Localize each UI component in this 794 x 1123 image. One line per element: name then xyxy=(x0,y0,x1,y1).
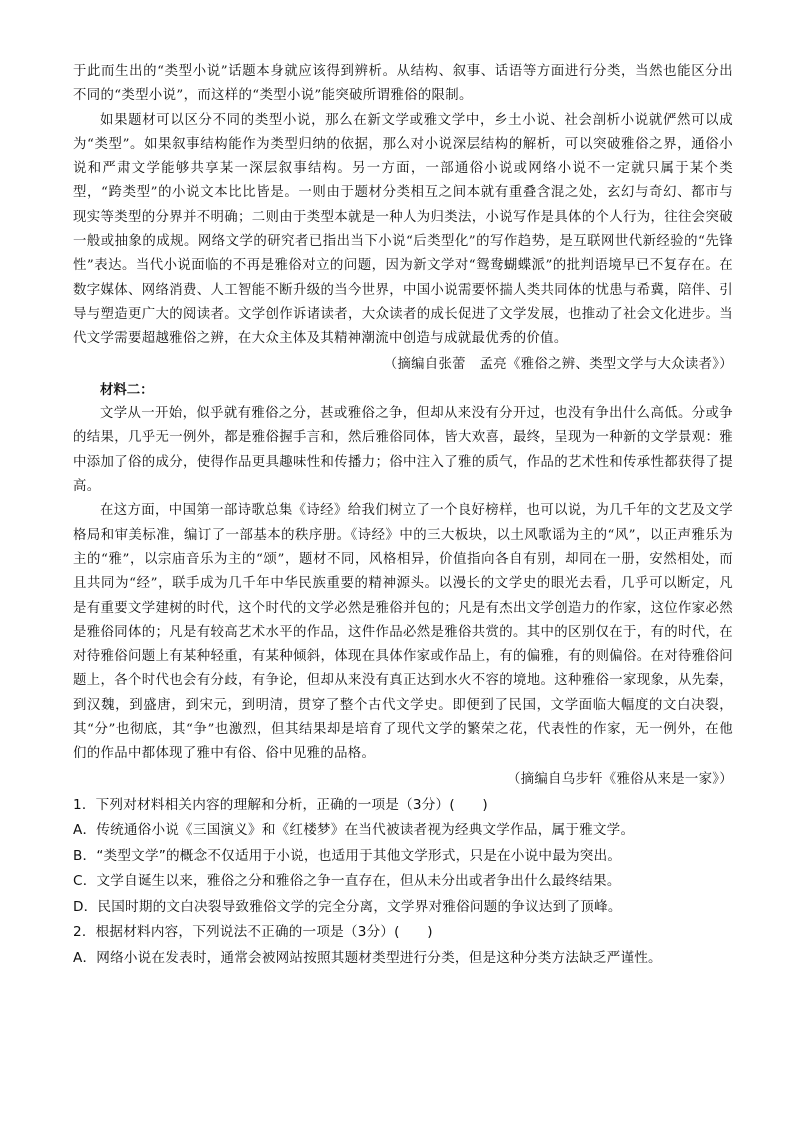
question-option[interactable]: B．“类型文学”的概念不仅适用于小说，也适用于其他文学形式，只是在小说中最为突出。 xyxy=(73,847,622,864)
question-option[interactable]: A．网络小说在发表时，通常会被网站按照其题材类型进行分类，但是这种分类方法缺乏严谨性。 xyxy=(73,949,662,966)
material-two-paragraph: 在这方面，中国第一部诗歌总集《诗经》给我们树立了一个良好榜样，也可以说，为几千年的文艺及文学格局和审美标准，编订了一部基本的秩序册。《诗经》中的三大板块，以土风歌谣为主的“风”，以正声雅乐为主的“雅”，以宗庙音乐为主的“颂”，题材不同，风格相异，价值指向各自有别，却同在一册，安然相处，而且共同为“经”，联手成为几千年中华民族重要的精神源头。以漫长的文学史的眼光去看，几乎可以断定，凡是有重要文学建树的时代，这个时代的文学必然是雅俗并包的；凡是有杰出文学创造力的作家，这位作家必然是雅俗同体的；凡是有较高艺术水平的作品，这件作品必然是雅俗共赏的。其中的区别仅在于，有的时代，在对待雅俗问题上有某种轻重，有某种倾斜，体现在具体作家或作品上，有的偏雅，有的则偏俗。在对待雅俗问题上，各个时代也会有分歧，有争论，但却从来没有真正达到水火不容的境地。这种雅俗一家现象，从先秦，到汉魏，到盛唐，到宋元，到明清，贯穿了整个古代文学史。即便到了民国，文学面临大幅度的文白决裂，其“分”也彻底，其“争”也激烈，但其结果却是培育了现代文学的繁荣之花，代表性的作家，无一例外，在他们的作品中都体现了雅中有俗、俗中见雅的品格。 xyxy=(73,503,733,762)
material-one-source: （摘编自张蕾 孟亮《雅俗之辨、类型文学与大众读者》） xyxy=(383,356,733,372)
material-two-paragraph: 文学从一开始，似乎就有雅俗之分，甚或雅俗之争，但却从来没有分开过，也没有争出什么高低。分或争的结果，几乎无一例外，都是雅俗握手言和，然后雅俗同体，皆大欢喜，最终，呈现为一种新的文学景观：雅中添加了俗的成分，使得作品更具趣味性和传播力；俗中注入了雅的质气，作品的艺术性和传承性都获得了提高。 xyxy=(73,406,733,495)
material-one-paragraph: 如果题材可以区分不同的类型小说，那么在新文学或雅文学中，乡土小说、社会剖析小说就俨然可以成为“类型”。如果叙事结构能作为类型归纳的依据，那么对小说深层结构的解析，可以突破雅俗之界，通俗小说和严肃文学能够共享某一深层叙事结构。另一方面，一部通俗小说或网络小说不一定就只属于某个类型，“跨类型”的小说文本比比皆是。一则由于题材分类相互之间本就有重叠含混之处，玄幻与奇幻、都市与现实等类型的分界并不明确；二则由于类型本就是一种人为归类法，小说写作是具体的个人行为，往往会突破一般或抽象的成规。网络文学的研究者已指出当下小说“后类型化”的写作趋势，是互联网世代新经验的“先锋性”表达。当代小说面临的不再是雅俗对立的问题，因为新文学对“鸳鸯蝴蝶派”的批判语境早已不复存在。在数字媒体、网络消费、人工智能不断升级的当今世界，中国小说需要怀揣人类共同体的忧患与希冀，陪伴、引导与塑造更广大的阅读者。文学创作诉诸读者，大众读者的成长促进了文学发展，也推动了社会文化进步。当代文学需要超越雅俗之辨，在大众主体及其精神潮流中创造与成就最优秀的价值。 xyxy=(73,112,733,347)
question-stem: 1．下列对材料相关内容的理解和分析，正确的一项是（3分）( ) xyxy=(73,796,488,813)
reading-passage xyxy=(73,60,733,971)
question-option[interactable]: A．传统通俗小说《三国演义》和《红楼梦》在当代被读者视为经典文学作品，属于雅文学。 xyxy=(73,822,635,839)
material-two-heading: 材料二： xyxy=(100,381,154,398)
material-two-source: （摘编自乌步轩《雅俗从来是一家》） xyxy=(506,771,733,787)
question-1 xyxy=(73,793,733,921)
question-stem: 2．根据材料内容，下列说法不正确的一项是（3分）( ) xyxy=(73,924,433,941)
question-option[interactable]: D．民国时期的文白决裂导致雅俗文学的完全分离，文学界对雅俗问题的争议达到了顶峰。 xyxy=(73,898,622,915)
material-one-paragraph-continued: 于此而生出的“类型小说”话题本身就应该得到辨析。从结构、叙事、话语等方面进行分类，当然也能区分出不同的“类型小说”，而这样的“类型小说”能突破所谓雅俗的限制。 xyxy=(73,64,733,104)
question-option[interactable]: C．文学自诞生以来，雅俗之分和雅俗之争一直存在，但从未分出或者争出什么最终结果。 xyxy=(73,873,621,890)
question-2 xyxy=(73,920,733,971)
